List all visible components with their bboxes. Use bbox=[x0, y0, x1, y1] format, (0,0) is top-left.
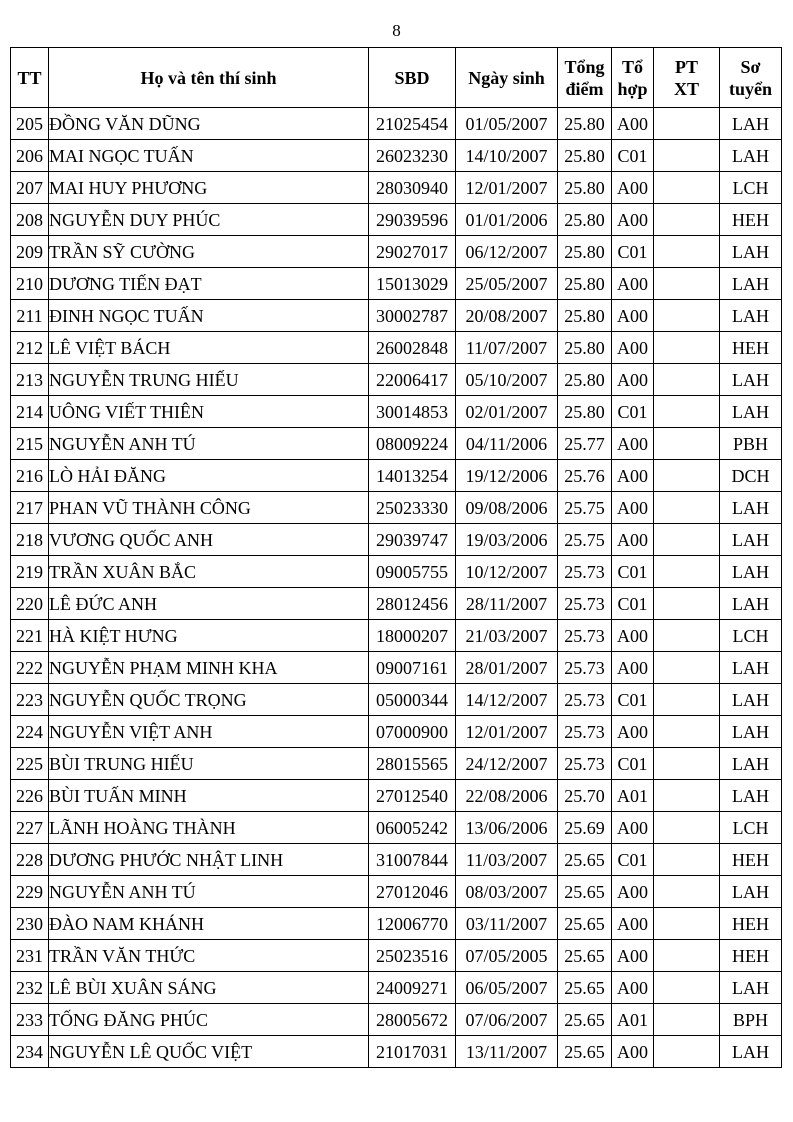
table-row bbox=[11, 396, 782, 428]
row-number: 205 bbox=[11, 108, 49, 140]
candidate-ptxt bbox=[654, 396, 720, 428]
table-row bbox=[11, 108, 782, 140]
row-number: 234 bbox=[11, 1036, 49, 1068]
candidate-name: VƯƠNG QUỐC ANH bbox=[49, 524, 369, 556]
row-number: 224 bbox=[11, 716, 49, 748]
candidate-sbd: 28005672 bbox=[369, 1004, 456, 1036]
candidate-registration: LAH bbox=[720, 972, 782, 1004]
candidate-registration: LAH bbox=[720, 780, 782, 812]
table-row bbox=[11, 140, 782, 172]
candidate-sbd: 28012456 bbox=[369, 588, 456, 620]
candidate-combo: C01 bbox=[612, 396, 654, 428]
candidate-ptxt bbox=[654, 588, 720, 620]
candidate-dob: 12/01/2007 bbox=[456, 716, 558, 748]
candidate-combo: A00 bbox=[612, 652, 654, 684]
candidate-score: 25.73 bbox=[558, 652, 612, 684]
candidate-dob: 28/01/2007 bbox=[456, 652, 558, 684]
candidate-score: 25.80 bbox=[558, 236, 612, 268]
table-row bbox=[11, 716, 782, 748]
header-ptxt-line1: PT bbox=[674, 56, 698, 77]
candidate-ptxt bbox=[654, 716, 720, 748]
candidate-dob: 05/10/2007 bbox=[456, 364, 558, 396]
table-row bbox=[11, 844, 782, 876]
candidate-score: 25.65 bbox=[558, 972, 612, 1004]
candidate-registration: LAH bbox=[720, 588, 782, 620]
candidate-dob: 03/11/2007 bbox=[456, 908, 558, 940]
row-number: 209 bbox=[11, 236, 49, 268]
candidate-sbd: 06005242 bbox=[369, 812, 456, 844]
row-number: 206 bbox=[11, 140, 49, 172]
candidate-name: NGUYỄN TRUNG HIẾU bbox=[49, 364, 369, 396]
candidate-combo: A00 bbox=[612, 716, 654, 748]
candidate-sbd: 31007844 bbox=[369, 844, 456, 876]
candidate-score: 25.80 bbox=[558, 204, 612, 236]
candidate-sbd: 27012046 bbox=[369, 876, 456, 908]
candidate-registration: LAH bbox=[720, 396, 782, 428]
header-combo bbox=[612, 48, 654, 108]
table-row bbox=[11, 620, 782, 652]
candidate-sbd: 25023330 bbox=[369, 492, 456, 524]
candidate-combo: A00 bbox=[612, 172, 654, 204]
candidate-dob: 13/11/2007 bbox=[456, 1036, 558, 1068]
candidate-registration: LAH bbox=[720, 876, 782, 908]
candidate-dob: 04/11/2006 bbox=[456, 428, 558, 460]
header-sbd: SBD bbox=[369, 48, 456, 108]
candidate-score: 25.65 bbox=[558, 1036, 612, 1068]
row-number: 207 bbox=[11, 172, 49, 204]
row-number: 211 bbox=[11, 300, 49, 332]
row-number: 231 bbox=[11, 940, 49, 972]
candidate-ptxt bbox=[654, 620, 720, 652]
table-row bbox=[11, 972, 782, 1004]
candidate-dob: 07/06/2007 bbox=[456, 1004, 558, 1036]
candidate-dob: 10/12/2007 bbox=[456, 556, 558, 588]
candidate-sbd: 30014853 bbox=[369, 396, 456, 428]
candidate-dob: 19/03/2006 bbox=[456, 524, 558, 556]
candidate-ptxt bbox=[654, 172, 720, 204]
candidate-name: ĐỒNG VĂN DŨNG bbox=[49, 108, 369, 140]
candidate-score: 25.75 bbox=[558, 524, 612, 556]
candidate-ptxt bbox=[654, 1004, 720, 1036]
candidate-dob: 01/01/2006 bbox=[456, 204, 558, 236]
header-combo-line2: hợp bbox=[617, 78, 648, 99]
candidate-dob: 11/03/2007 bbox=[456, 844, 558, 876]
candidate-score: 25.69 bbox=[558, 812, 612, 844]
candidate-sbd: 18000207 bbox=[369, 620, 456, 652]
candidate-sbd: 26002848 bbox=[369, 332, 456, 364]
candidate-combo: A00 bbox=[612, 524, 654, 556]
candidate-dob: 14/12/2007 bbox=[456, 684, 558, 716]
table-row bbox=[11, 428, 782, 460]
candidate-combo: A00 bbox=[612, 876, 654, 908]
candidate-name: LÃNH HOÀNG THÀNH bbox=[49, 812, 369, 844]
header-name: Họ và tên thí sinh bbox=[49, 48, 369, 108]
candidate-sbd: 21025454 bbox=[369, 108, 456, 140]
candidate-name: BÙI TUẤN MINH bbox=[49, 780, 369, 812]
candidate-name: NGUYỄN QUỐC TRỌNG bbox=[49, 684, 369, 716]
candidate-name: NGUYỄN ANH TÚ bbox=[49, 428, 369, 460]
table-row bbox=[11, 556, 782, 588]
candidate-ptxt bbox=[654, 780, 720, 812]
row-number: 216 bbox=[11, 460, 49, 492]
table-row bbox=[11, 1004, 782, 1036]
candidate-ptxt bbox=[654, 876, 720, 908]
candidate-registration: LAH bbox=[720, 1036, 782, 1068]
candidate-registration: LAH bbox=[720, 652, 782, 684]
candidate-combo: A00 bbox=[612, 460, 654, 492]
candidate-name: PHAN VŨ THÀNH CÔNG bbox=[49, 492, 369, 524]
candidate-combo: C01 bbox=[612, 844, 654, 876]
candidate-sbd: 25023516 bbox=[369, 940, 456, 972]
candidate-score: 25.80 bbox=[558, 108, 612, 140]
candidate-sbd: 05000344 bbox=[369, 684, 456, 716]
row-number: 219 bbox=[11, 556, 49, 588]
candidate-sbd: 29039747 bbox=[369, 524, 456, 556]
candidate-ptxt bbox=[654, 460, 720, 492]
header-dob: Ngày sinh bbox=[456, 48, 558, 108]
table-row bbox=[11, 524, 782, 556]
row-number: 229 bbox=[11, 876, 49, 908]
page-number: 8 bbox=[392, 21, 401, 40]
candidate-registration: LAH bbox=[720, 268, 782, 300]
row-number: 220 bbox=[11, 588, 49, 620]
candidate-sbd: 09005755 bbox=[369, 556, 456, 588]
candidate-name: MAI NGỌC TUẤN bbox=[49, 140, 369, 172]
candidate-score: 25.80 bbox=[558, 172, 612, 204]
row-number: 222 bbox=[11, 652, 49, 684]
candidate-ptxt bbox=[654, 236, 720, 268]
candidate-combo: C01 bbox=[612, 588, 654, 620]
candidate-sbd: 12006770 bbox=[369, 908, 456, 940]
candidate-name: NGUYỄN ANH TÚ bbox=[49, 876, 369, 908]
candidate-score: 25.65 bbox=[558, 1004, 612, 1036]
row-number: 227 bbox=[11, 812, 49, 844]
candidate-score: 25.65 bbox=[558, 908, 612, 940]
candidate-combo: A00 bbox=[612, 332, 654, 364]
row-number: 208 bbox=[11, 204, 49, 236]
candidate-registration: LAH bbox=[720, 108, 782, 140]
candidate-combo: A00 bbox=[612, 108, 654, 140]
row-number: 221 bbox=[11, 620, 49, 652]
candidate-ptxt bbox=[654, 428, 720, 460]
candidate-name: MAI HUY PHƯƠNG bbox=[49, 172, 369, 204]
candidate-name: NGUYỄN VIỆT ANH bbox=[49, 716, 369, 748]
candidate-ptxt bbox=[654, 204, 720, 236]
candidate-score: 25.73 bbox=[558, 748, 612, 780]
candidate-sbd: 28015565 bbox=[369, 748, 456, 780]
table-row bbox=[11, 172, 782, 204]
candidate-name: ĐINH NGỌC TUẤN bbox=[49, 300, 369, 332]
table-row bbox=[11, 812, 782, 844]
candidate-dob: 06/05/2007 bbox=[456, 972, 558, 1004]
candidate-name: LÊ VIỆT BÁCH bbox=[49, 332, 369, 364]
candidate-ptxt bbox=[654, 492, 720, 524]
candidate-ptxt bbox=[654, 972, 720, 1004]
candidate-registration: LCH bbox=[720, 620, 782, 652]
row-number: 232 bbox=[11, 972, 49, 1004]
candidate-ptxt bbox=[654, 332, 720, 364]
candidate-dob: 01/05/2007 bbox=[456, 108, 558, 140]
candidate-registration: LCH bbox=[720, 812, 782, 844]
candidate-ptxt bbox=[654, 908, 720, 940]
table-row bbox=[11, 268, 782, 300]
candidate-name: LÒ HẢI ĐĂNG bbox=[49, 460, 369, 492]
candidate-registration: LAH bbox=[720, 364, 782, 396]
candidate-registration: LAH bbox=[720, 492, 782, 524]
candidate-dob: 11/07/2007 bbox=[456, 332, 558, 364]
row-number: 215 bbox=[11, 428, 49, 460]
candidate-dob: 07/05/2005 bbox=[456, 940, 558, 972]
candidate-sbd: 24009271 bbox=[369, 972, 456, 1004]
table-row bbox=[11, 460, 782, 492]
candidate-combo: A01 bbox=[612, 1004, 654, 1036]
header-reg-line1: Sơ bbox=[740, 56, 761, 77]
candidate-registration: LAH bbox=[720, 236, 782, 268]
candidate-combo: A00 bbox=[612, 204, 654, 236]
table-row bbox=[11, 908, 782, 940]
row-number: 226 bbox=[11, 780, 49, 812]
table-row bbox=[11, 364, 782, 396]
candidate-registration: BPH bbox=[720, 1004, 782, 1036]
candidate-score: 25.80 bbox=[558, 332, 612, 364]
header-ptxt bbox=[654, 48, 720, 108]
candidate-score: 25.65 bbox=[558, 876, 612, 908]
table-row bbox=[11, 748, 782, 780]
table-row bbox=[11, 300, 782, 332]
candidate-combo: A00 bbox=[612, 620, 654, 652]
candidate-dob: 25/05/2007 bbox=[456, 268, 558, 300]
candidate-score: 25.77 bbox=[558, 428, 612, 460]
candidate-dob: 19/12/2006 bbox=[456, 460, 558, 492]
candidate-ptxt bbox=[654, 652, 720, 684]
candidate-combo: C01 bbox=[612, 748, 654, 780]
candidate-registration: LAH bbox=[720, 524, 782, 556]
row-number: 233 bbox=[11, 1004, 49, 1036]
candidate-name: TRẦN XUÂN BẮC bbox=[49, 556, 369, 588]
candidate-name: DƯƠNG TIẾN ĐẠT bbox=[49, 268, 369, 300]
candidate-combo: C01 bbox=[612, 236, 654, 268]
table-row bbox=[11, 492, 782, 524]
candidate-ptxt bbox=[654, 300, 720, 332]
candidate-registration: HEH bbox=[720, 332, 782, 364]
candidate-sbd: 29027017 bbox=[369, 236, 456, 268]
candidate-sbd: 30002787 bbox=[369, 300, 456, 332]
candidate-sbd: 22006417 bbox=[369, 364, 456, 396]
row-number: 230 bbox=[11, 908, 49, 940]
table-row bbox=[11, 780, 782, 812]
table-row bbox=[11, 1036, 782, 1068]
candidate-score: 25.80 bbox=[558, 300, 612, 332]
candidate-registration: LAH bbox=[720, 716, 782, 748]
row-number: 217 bbox=[11, 492, 49, 524]
candidate-name: NGUYỄN DUY PHÚC bbox=[49, 204, 369, 236]
candidate-name: TRẦN VĂN THỨC bbox=[49, 940, 369, 972]
candidate-registration: HEH bbox=[720, 844, 782, 876]
candidate-dob: 08/03/2007 bbox=[456, 876, 558, 908]
candidate-name: BÙI TRUNG HIẾU bbox=[49, 748, 369, 780]
candidate-dob: 06/12/2007 bbox=[456, 236, 558, 268]
candidate-registration: PBH bbox=[720, 428, 782, 460]
candidate-score: 25.73 bbox=[558, 684, 612, 716]
candidate-score: 25.70 bbox=[558, 780, 612, 812]
candidate-ptxt bbox=[654, 364, 720, 396]
candidate-registration: LAH bbox=[720, 556, 782, 588]
candidate-combo: A00 bbox=[612, 300, 654, 332]
candidate-registration: HEH bbox=[720, 940, 782, 972]
candidate-ptxt bbox=[654, 940, 720, 972]
header-tt: TT bbox=[11, 48, 49, 108]
candidate-name: TRẦN SỸ CƯỜNG bbox=[49, 236, 369, 268]
candidate-ptxt bbox=[654, 556, 720, 588]
candidate-sbd: 28030940 bbox=[369, 172, 456, 204]
table-row bbox=[11, 332, 782, 364]
candidate-combo: C01 bbox=[612, 140, 654, 172]
candidate-ptxt bbox=[654, 268, 720, 300]
candidate-dob: 13/06/2006 bbox=[456, 812, 558, 844]
candidate-combo: A00 bbox=[612, 1036, 654, 1068]
table-row bbox=[11, 652, 782, 684]
header-reg-line2: tuyển bbox=[728, 78, 772, 99]
row-number: 212 bbox=[11, 332, 49, 364]
candidate-sbd: 26023230 bbox=[369, 140, 456, 172]
candidate-combo: C01 bbox=[612, 556, 654, 588]
candidate-score: 25.80 bbox=[558, 268, 612, 300]
candidate-score: 25.73 bbox=[558, 620, 612, 652]
candidate-combo: A00 bbox=[612, 492, 654, 524]
candidate-score: 25.65 bbox=[558, 844, 612, 876]
candidate-ptxt bbox=[654, 1036, 720, 1068]
candidate-registration: LAH bbox=[720, 300, 782, 332]
candidate-score: 25.80 bbox=[558, 140, 612, 172]
row-number: 210 bbox=[11, 268, 49, 300]
candidate-registration: LAH bbox=[720, 748, 782, 780]
candidate-name: LÊ BÙI XUÂN SÁNG bbox=[49, 972, 369, 1004]
row-number: 218 bbox=[11, 524, 49, 556]
table-row bbox=[11, 204, 782, 236]
candidate-name: UÔNG VIẾT THIÊN bbox=[49, 396, 369, 428]
candidate-combo: A00 bbox=[612, 364, 654, 396]
candidate-sbd: 27012540 bbox=[369, 780, 456, 812]
candidate-name: HÀ KIỆT HƯNG bbox=[49, 620, 369, 652]
candidate-ptxt bbox=[654, 524, 720, 556]
candidate-dob: 02/01/2007 bbox=[456, 396, 558, 428]
candidate-sbd: 21017031 bbox=[369, 1036, 456, 1068]
candidate-sbd: 07000900 bbox=[369, 716, 456, 748]
candidate-score: 25.80 bbox=[558, 364, 612, 396]
table-row bbox=[11, 940, 782, 972]
candidate-dob: 12/01/2007 bbox=[456, 172, 558, 204]
candidate-results-table bbox=[10, 47, 782, 1068]
candidate-score: 25.73 bbox=[558, 716, 612, 748]
candidate-combo: A01 bbox=[612, 780, 654, 812]
candidate-ptxt bbox=[654, 812, 720, 844]
candidate-ptxt bbox=[654, 844, 720, 876]
candidate-score: 25.73 bbox=[558, 556, 612, 588]
candidate-name: NGUYỄN PHẠM MINH KHA bbox=[49, 652, 369, 684]
table-row bbox=[11, 236, 782, 268]
candidate-registration: LAH bbox=[720, 684, 782, 716]
candidate-score: 25.75 bbox=[558, 492, 612, 524]
candidate-ptxt bbox=[654, 684, 720, 716]
header-registration bbox=[720, 48, 782, 108]
candidate-name: NGUYỄN LÊ QUỐC VIỆT bbox=[49, 1036, 369, 1068]
row-number: 225 bbox=[11, 748, 49, 780]
candidate-combo: A00 bbox=[612, 268, 654, 300]
candidate-name: TỐNG ĐĂNG PHÚC bbox=[49, 1004, 369, 1036]
candidate-dob: 24/12/2007 bbox=[456, 748, 558, 780]
candidate-score: 25.80 bbox=[558, 396, 612, 428]
candidate-dob: 14/10/2007 bbox=[456, 140, 558, 172]
header-score bbox=[558, 48, 612, 108]
candidate-combo: A00 bbox=[612, 908, 654, 940]
candidate-registration: HEH bbox=[720, 908, 782, 940]
table-row bbox=[11, 684, 782, 716]
row-number: 214 bbox=[11, 396, 49, 428]
candidate-sbd: 29039596 bbox=[369, 204, 456, 236]
row-number: 228 bbox=[11, 844, 49, 876]
candidate-registration: DCH bbox=[720, 460, 782, 492]
table-row bbox=[11, 588, 782, 620]
candidate-dob: 09/08/2006 bbox=[456, 492, 558, 524]
candidate-combo: A00 bbox=[612, 812, 654, 844]
candidate-name: LÊ ĐỨC ANH bbox=[49, 588, 369, 620]
candidate-combo: C01 bbox=[612, 684, 654, 716]
header-combo-line1: Tổ bbox=[621, 56, 643, 77]
row-number: 213 bbox=[11, 364, 49, 396]
candidate-ptxt bbox=[654, 748, 720, 780]
candidate-dob: 21/03/2007 bbox=[456, 620, 558, 652]
candidate-dob: 28/11/2007 bbox=[456, 588, 558, 620]
candidate-combo: A00 bbox=[612, 972, 654, 1004]
candidate-sbd: 14013254 bbox=[369, 460, 456, 492]
table-body bbox=[11, 108, 782, 1068]
candidate-dob: 20/08/2007 bbox=[456, 300, 558, 332]
header-score-line1: Tổng bbox=[564, 56, 605, 77]
candidate-sbd: 09007161 bbox=[369, 652, 456, 684]
candidate-combo: A00 bbox=[612, 940, 654, 972]
candidate-score: 25.76 bbox=[558, 460, 612, 492]
table-header-row bbox=[11, 48, 782, 108]
candidate-name: DƯƠNG PHƯỚC NHẬT LINH bbox=[49, 844, 369, 876]
header-score-line2: điểm bbox=[565, 78, 604, 99]
row-number: 223 bbox=[11, 684, 49, 716]
candidate-dob: 22/08/2006 bbox=[456, 780, 558, 812]
candidate-score: 25.73 bbox=[558, 588, 612, 620]
candidate-sbd: 15013029 bbox=[369, 268, 456, 300]
candidate-combo: A00 bbox=[612, 428, 654, 460]
header-ptxt-line2: XT bbox=[673, 78, 699, 99]
candidate-ptxt bbox=[654, 108, 720, 140]
candidate-registration: HEH bbox=[720, 204, 782, 236]
table-row bbox=[11, 876, 782, 908]
candidate-ptxt bbox=[654, 140, 720, 172]
candidate-score: 25.65 bbox=[558, 940, 612, 972]
candidate-registration: LCH bbox=[720, 172, 782, 204]
candidate-name: ĐÀO NAM KHÁNH bbox=[49, 908, 369, 940]
candidate-registration: LAH bbox=[720, 140, 782, 172]
candidate-sbd: 08009224 bbox=[369, 428, 456, 460]
